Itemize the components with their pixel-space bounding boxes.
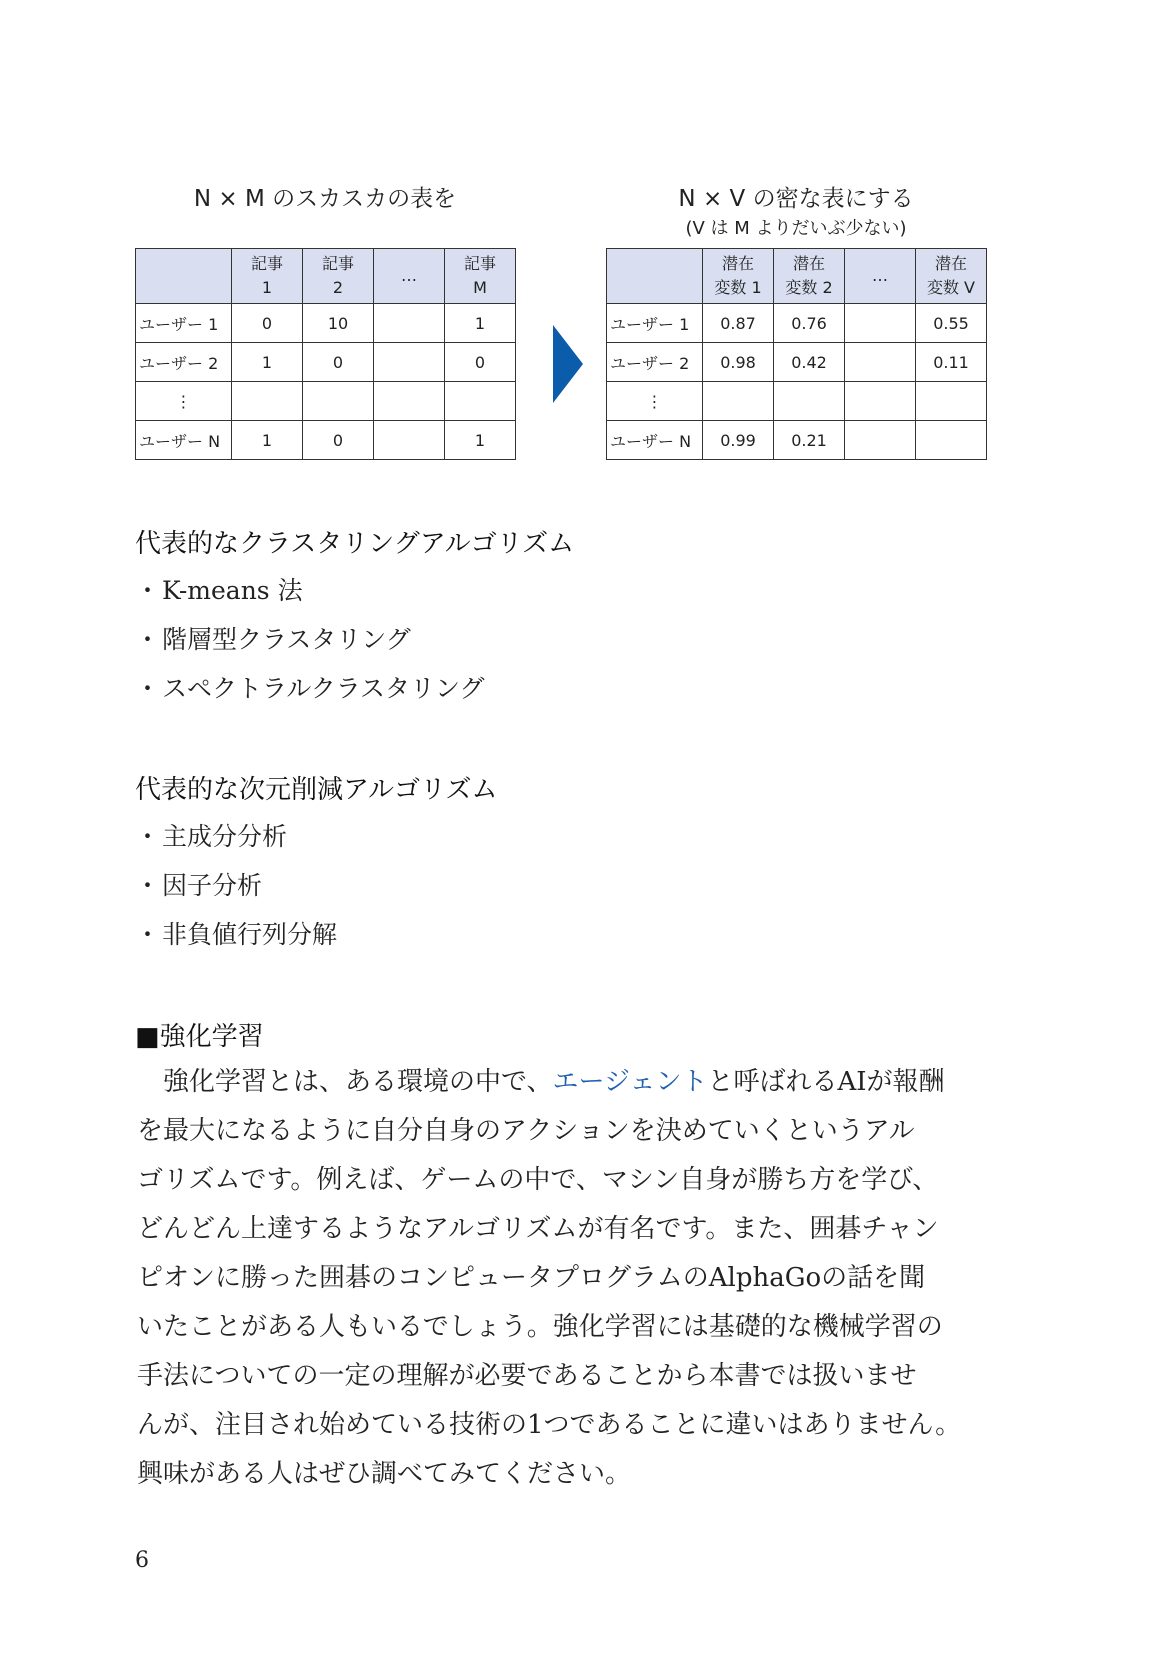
table-cell [374,343,445,382]
row-label: ユーザー N [607,421,703,460]
paragraph-line: ピオンに勝った囲碁のコンピュータプログラムのAlphaGoの話を聞 [137,1263,926,1293]
list-item-text: スペクトラルクラスタリング [162,674,485,703]
reinforcement-learning-heading: ■強化学習 [135,1022,264,1052]
table-cell: 0.76 [774,304,845,343]
paragraph-line: んが、注目され始めている技術の1つであることに違いはありません。 [137,1410,962,1440]
row-label: ユーザー 1 [607,304,703,343]
header-cell: … [374,249,445,304]
bullet-icon: ・ [135,920,161,949]
dimred-list [135,812,337,959]
table-row [607,343,987,382]
header-cell: 記事 2 [303,249,374,304]
dimred-heading: 代表的な次元削減アルゴリズム [135,775,498,805]
reinforcement-learning-paragraph [137,1058,997,1499]
paragraph-line: いたことがある人もいるでしょう。強化学習には基礎的な機械学習の [137,1312,943,1342]
paragraph-text: と呼ばれるAIが報酬 [707,1067,945,1097]
page-number: 6 [135,1548,149,1573]
dense-table [606,248,987,460]
list-item [135,812,337,861]
bullet-icon: ・ [135,576,161,605]
table-cell: 0.98 [703,343,774,382]
table-cell [845,304,916,343]
table-cell: 0.87 [703,304,774,343]
table-cell [445,382,516,421]
bullet-icon: ・ [135,871,161,900]
left-table-caption: N × M のスカスカの表を [193,186,457,212]
right-arrow-icon [553,325,583,403]
table-cell: 0.42 [774,343,845,382]
table-cell [374,382,445,421]
list-item [135,861,337,910]
table-cell [303,382,374,421]
header-cell: 潜在 変数 1 [703,249,774,304]
row-label: ⋮ [136,382,232,421]
table-cell [774,382,845,421]
bullet-icon: ・ [135,674,161,703]
bullet-icon: ・ [135,822,161,851]
row-label: ⋮ [607,382,703,421]
table-cell: 0.55 [916,304,987,343]
sparse-table [135,248,516,460]
table-row [607,382,987,421]
table-cell: 1 [445,421,516,460]
table-row [607,421,987,460]
right-table-subcaption: (V は M よりだいぶ少ない) [685,218,907,239]
table-cell: 1 [232,421,303,460]
table-row [136,304,516,343]
table-cell [916,382,987,421]
table-header-row [136,249,516,304]
table-cell: 0 [232,304,303,343]
table-cell: 0 [445,343,516,382]
table-cell [845,343,916,382]
table-header-row [607,249,987,304]
table-cell [703,382,774,421]
table-cell: 1 [445,304,516,343]
row-label: ユーザー 2 [607,343,703,382]
bullet-icon: ・ [135,625,161,654]
table-cell: 0 [303,343,374,382]
header-cell: 記事 1 [232,249,303,304]
table-cell: 0.99 [703,421,774,460]
right-table-caption: N × V の密な表にする [678,186,914,212]
table-cell [374,304,445,343]
paragraph-line: どんどん上達するようなアルゴリズムが有名です。また、囲碁チャン [137,1214,939,1244]
list-item [135,615,485,664]
list-item-text: 階層型クラスタリング [162,625,411,654]
table-row [136,421,516,460]
paragraph-line [137,1058,997,1107]
table-cell [845,421,916,460]
clustering-heading: 代表的なクラスタリングアルゴリズム [135,529,575,559]
list-item [135,910,337,959]
row-label: ユーザー N [136,421,232,460]
table-cell: 0.11 [916,343,987,382]
clustering-list [135,566,485,713]
row-label: ユーザー 1 [136,304,232,343]
table-cell: 10 [303,304,374,343]
table-cell [374,421,445,460]
paragraph-line: 手法についての一定の理解が必要であることから本書では扱いませ [137,1361,917,1391]
header-cell: 潜在 変数 2 [774,249,845,304]
header-cell: 記事 M [445,249,516,304]
list-item [135,664,485,713]
table-row [136,382,516,421]
keyword-agent: エージェント [552,1067,708,1097]
list-item [135,566,485,615]
paragraph-line: 興味がある人はぜひ調べてみてください。 [137,1459,632,1489]
list-item-text: K-means 法 [162,576,303,605]
header-cell: … [845,249,916,304]
paragraph-text: 強化学習とは、ある環境の中で、 [137,1067,553,1097]
row-label: ユーザー 2 [136,343,232,382]
list-item-text: 因子分析 [162,871,263,900]
table-cell [232,382,303,421]
paragraph-line: を最大になるように自分自身のアクションを決めていくというアル [137,1116,915,1146]
table-cell [916,421,987,460]
table-cell: 0.21 [774,421,845,460]
table-cell: 0 [303,421,374,460]
list-item-text: 非負値行列分解 [162,920,338,949]
header-cell: 潜在 変数 V [916,249,987,304]
header-cell [607,249,703,304]
table-cell [845,382,916,421]
table-row [136,343,516,382]
table-cell: 1 [232,343,303,382]
table-row [607,304,987,343]
list-item-text: 主成分分析 [162,822,288,851]
paragraph-line: ゴリズムです。例えば、ゲームの中で、マシン自身が勝ち方を学び、 [137,1165,939,1195]
header-cell [136,249,232,304]
